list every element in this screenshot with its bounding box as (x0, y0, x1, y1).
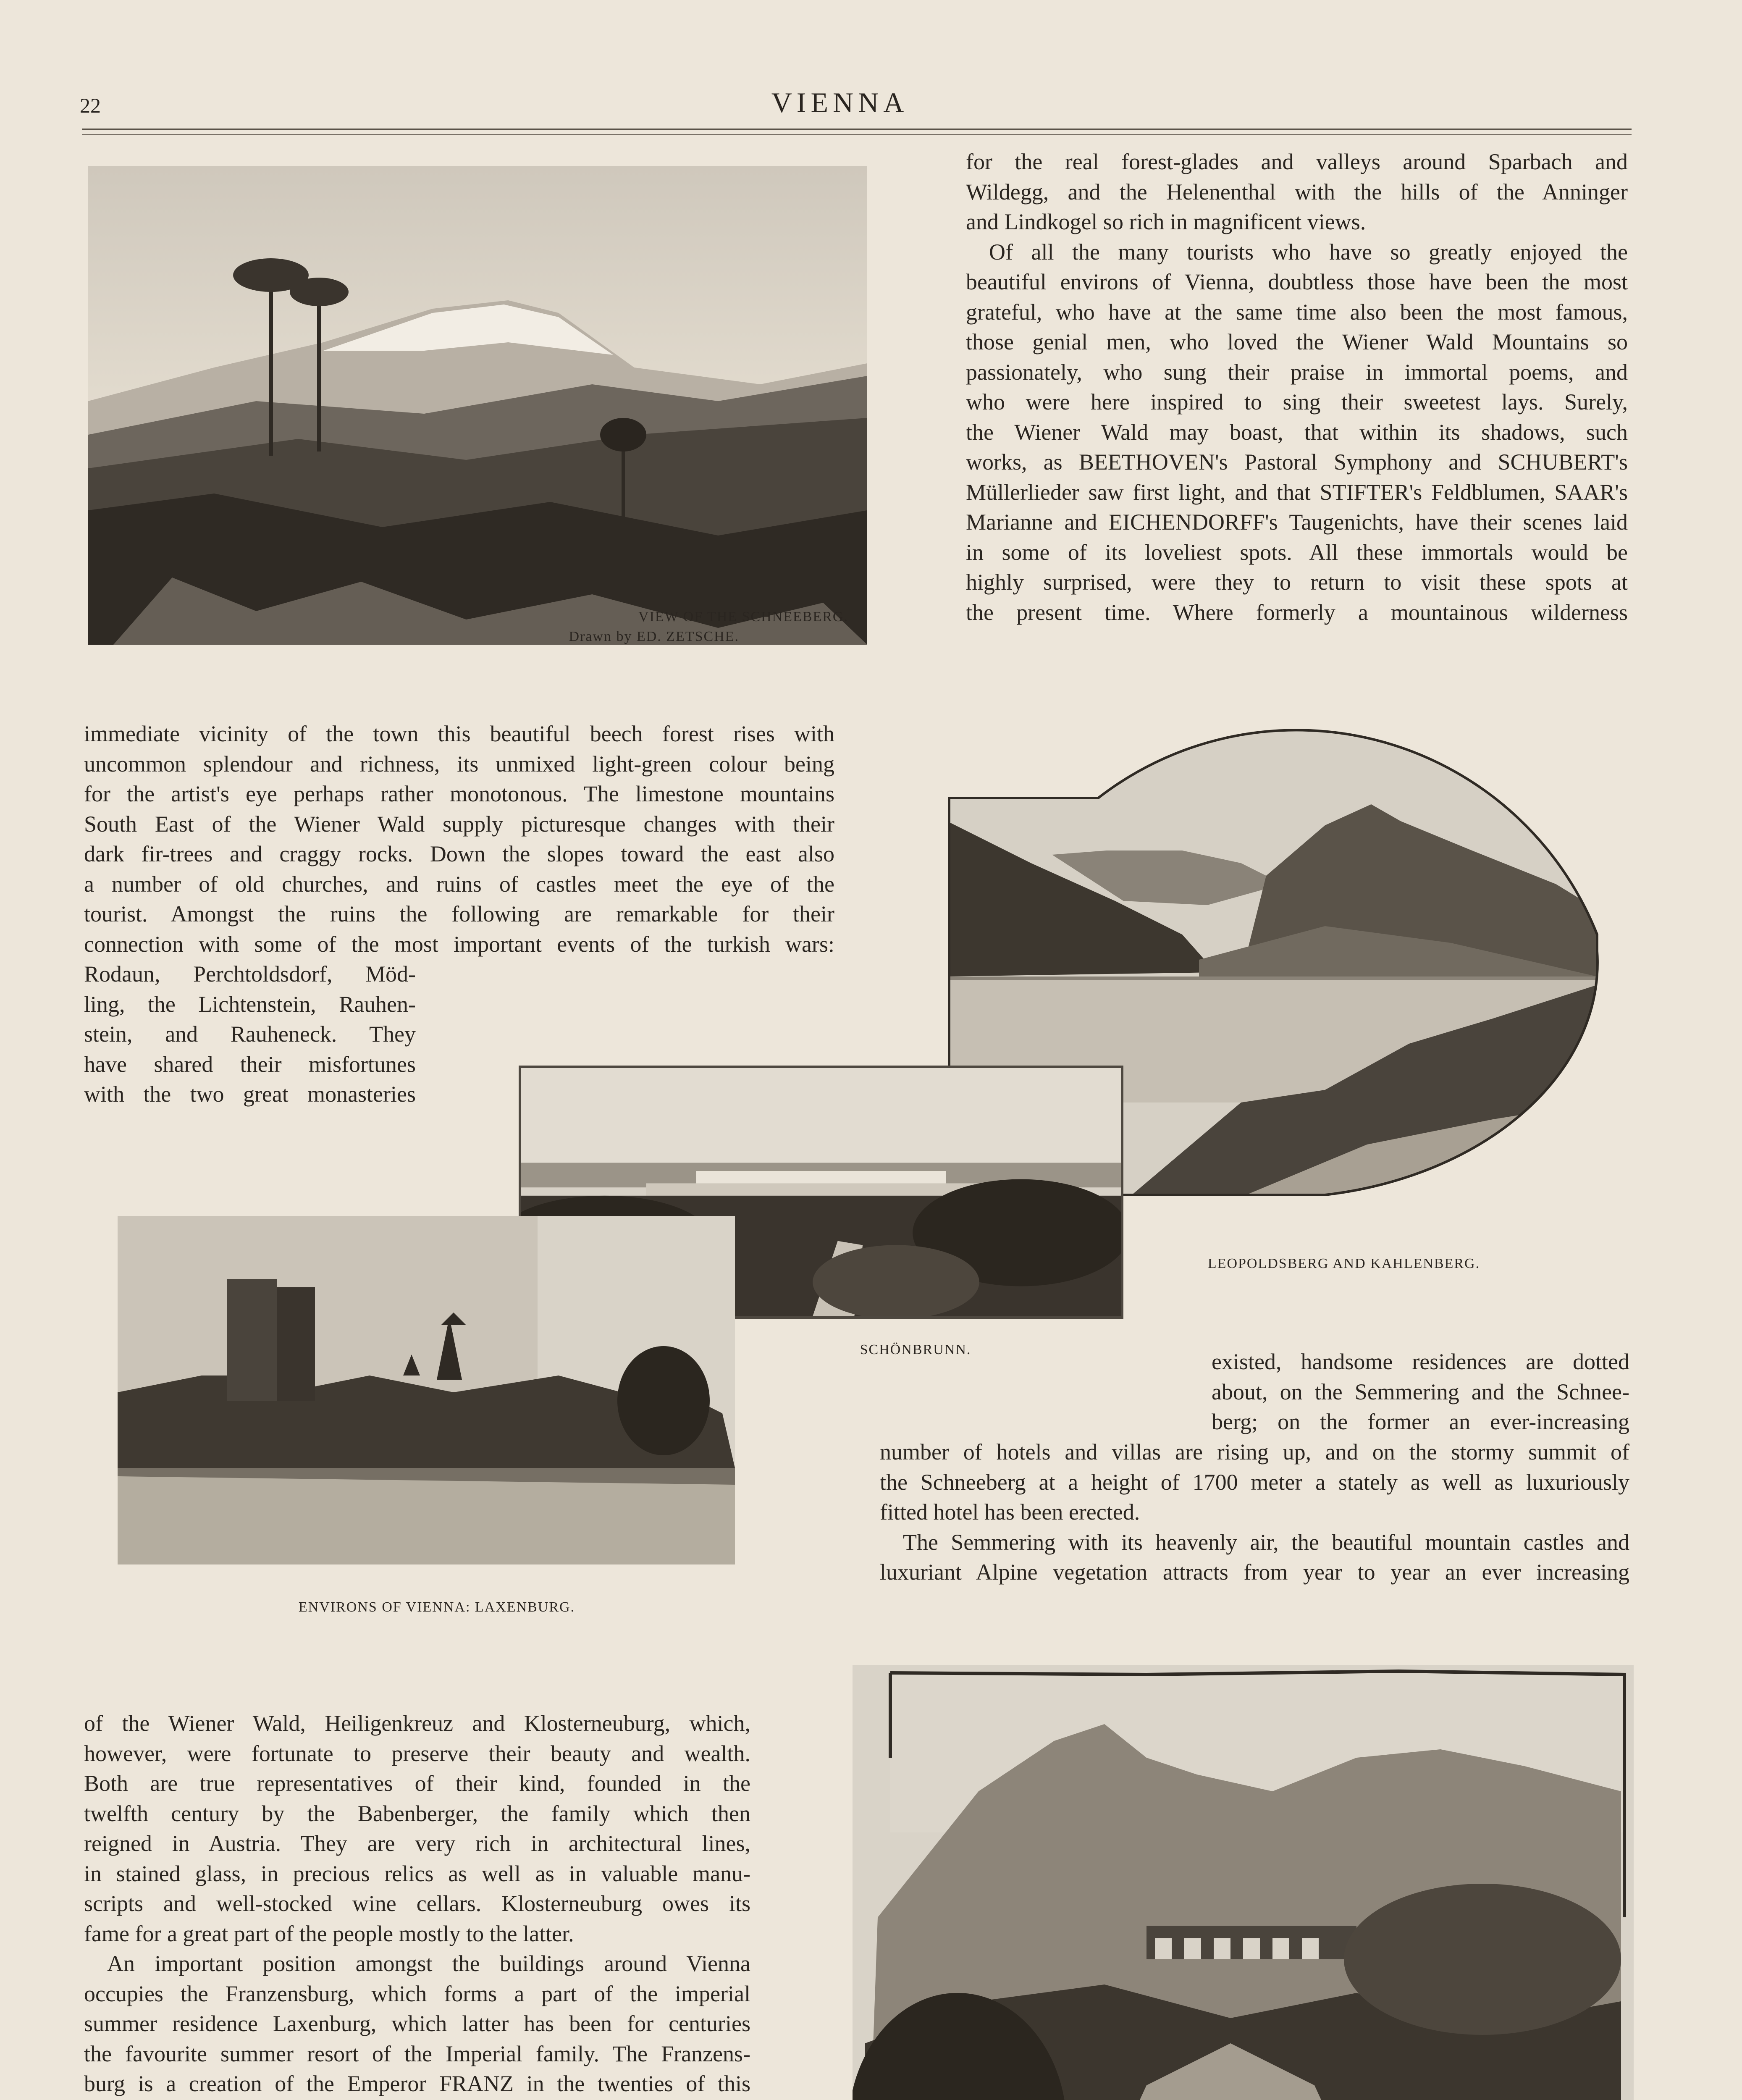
text-line: occupies the Franzensburg, which forms a part of the imperial (84, 1981, 750, 2006)
text-line: Marianne and EICHENDORFF's Taugenichts, have their scenes laid (966, 509, 1628, 535)
text-line: scripts and well-stocked wine cellars. Klosterneuburg owes its (84, 1891, 750, 1916)
text-line: Of all the many tourists who have so greatly enjoyed the (989, 239, 1628, 265)
text-line: existed, handsome residences are dotted (1212, 1349, 1629, 1374)
text-line: works, as BEETHOVEN's Pastoral Symphony and SCHUBERT's (966, 449, 1628, 475)
text-line: who were here inspired to sing their sweetest lays. Surely, (966, 389, 1628, 415)
text-line: grateful, who have at the same time also been the most famous, (966, 299, 1628, 325)
text-left-narrow (84, 959, 416, 1110)
text-line: a number of old churches, and ruins of castles meet the eye of the (84, 871, 834, 897)
text-left-bottom (84, 1709, 750, 2100)
text-line: the present time. Where formerly a mountainous wilderness (966, 599, 1628, 625)
text-line: uncommon splendour and richness, its unmixed light-green colour being (84, 751, 834, 777)
text-line: twelfth century by the Babenberger, the family which then (84, 1801, 750, 1826)
text-line: immediate vicinity of the town this beautiful beech forest rises with (84, 721, 834, 746)
text-line: and Lindkogel so rich in magnificent views. (966, 209, 1366, 234)
text-line: those genial men, who loved the Wiener Wald Mountains so (966, 329, 1628, 354)
text-line: in stained glass, in precious relics as well as in valuable manu- (84, 1861, 750, 1886)
header-rule (82, 129, 1632, 130)
text-line: the Wiener Wald may boast, that within its shadows, such (966, 419, 1628, 445)
schneeberg-caption: VIEW OF THE SCHNEEBERG. (638, 609, 848, 625)
text-right-top (966, 147, 1628, 627)
text-line: however, were fortunate to preserve their beauty and wealth. (84, 1740, 750, 1766)
text-line: in some of its loveliest spots. All these immortals would be (966, 539, 1628, 565)
text-line: number of hotels and villas are rising up, and on the stormy summit of (880, 1439, 1629, 1465)
text-line: fitted hotel has been erected. (880, 1499, 1140, 1525)
laxenburg-caption: ENVIRONS OF VIENNA: LAXENBURG. (298, 1599, 575, 1615)
text-line: have shared their misfortunes (84, 1051, 416, 1077)
text-line: South East of the Wiener Wald supply picturesque changes with their (84, 811, 834, 837)
schoenbrunn-caption: SCHÖNBRUNN. (860, 1342, 971, 1357)
text-line: luxuriant Alpine vegetation attracts from year to year an ever increasing (880, 1559, 1629, 1585)
text-line: summer residence Laxenburg, which latter has been for centuries (84, 2011, 750, 2036)
text-line: Rodaun, Perchtoldsdorf, Möd- (84, 961, 416, 987)
text-right-middle-narrow (1212, 1347, 1629, 1437)
header-rule-thin (82, 134, 1632, 135)
text-line: about, on the Semmering and the Schnee- (1212, 1379, 1629, 1404)
text-line: fame for a great part of the people mostly to the latter. (84, 1921, 574, 1946)
schneeberg-credit: Drawn by ED. ZETSCHE. (569, 629, 739, 644)
text-line: The Semmering with its heavenly air, the beautiful mountain castles and (903, 1529, 1629, 1555)
text-line: the Schneeberg at a height of 1700 meter a stately as well as luxuriously (880, 1469, 1629, 1495)
text-line: ling, the Lichtenstein, Rauhen- (84, 991, 416, 1017)
text-line: of the Wiener Wald, Heiligenkreuz and Klosterneuburg, which, (84, 1711, 750, 1736)
leopoldsberg-caption: LEOPOLDSBERG AND KAHLENBERG. (1207, 1256, 1480, 1271)
text-left-middle (84, 719, 834, 959)
text-line: for the artist's eye perhaps rather monotonous. The limestone mountains (84, 781, 834, 806)
text-line: burg is a creation of the Emperor FRANZ in the twenties of this (84, 2071, 750, 2096)
text-line: passionately, who sung their praise in immortal poems, and (966, 359, 1628, 385)
text-line: the favourite summer resort of the Imperial family. The Franzens- (84, 2041, 750, 2066)
text-line: beautiful environs of Vienna, doubtless those have been the most (966, 269, 1628, 294)
text-line: for the real forest-glades and valleys around Sparbach and (966, 149, 1628, 174)
text-line: Both are true representatives of their kind, founded in the (84, 1771, 750, 1796)
running-head: VIENNA (771, 87, 909, 118)
text-line: stein, and Rauheneck. They (84, 1021, 416, 1047)
text-line: Wildegg, and the Helenenthal with the hills of the Anninger (966, 179, 1628, 205)
semmering-photo (853, 1665, 1634, 2100)
laxenburg-photo (118, 1216, 735, 1564)
text-line: berg; on the former an ever-increasing (1212, 1409, 1629, 1434)
text-line: reigned in Austria. They are very rich in architectural lines, (84, 1831, 750, 1856)
text-line: tourist. Amongst the ruins the following are remarkable for their (84, 901, 834, 927)
text-line: Müllerlieder saw first light, and that STIFTER's Feldblumen, SAAR's (966, 479, 1628, 505)
text-line: highly surprised, were they to return to visit these spots at (966, 570, 1628, 595)
schneeberg-illustration (88, 166, 867, 645)
text-line: An important position amongst the buildings around Vienna (107, 1951, 750, 1976)
text-line: dark fir-trees and craggy rocks. Down the slopes toward the east also (84, 841, 834, 866)
text-line: with the two great monasteries (84, 1082, 416, 1107)
text-right-middle-wide (880, 1437, 1629, 1588)
page-number: 22 (80, 94, 101, 117)
text-line: connection with some of the most important events of the turkish wars: (84, 931, 834, 957)
